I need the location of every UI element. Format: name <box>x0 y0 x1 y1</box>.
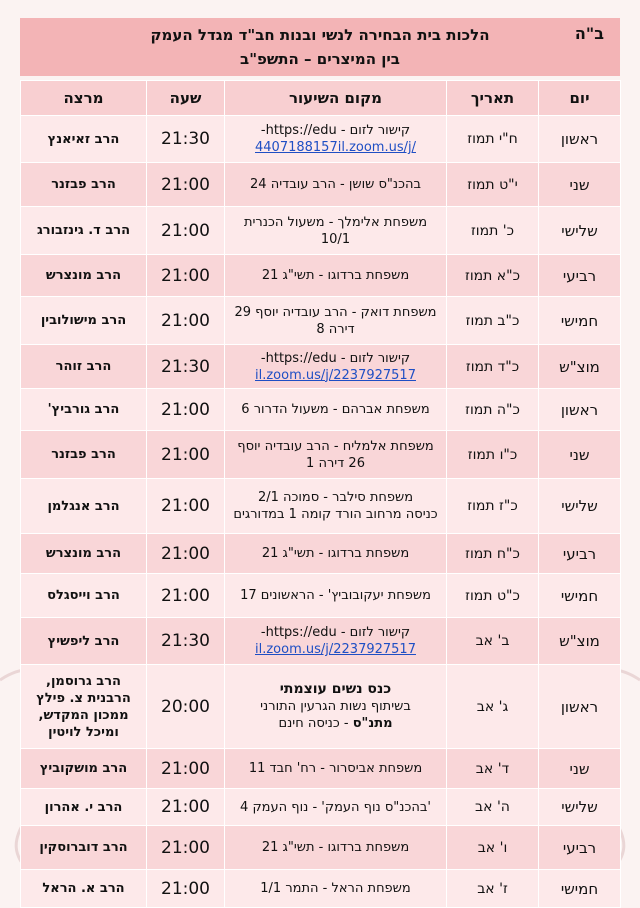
conference-subtitle: בשיתוף נשות הגרעין התורני <box>260 699 411 714</box>
table-row <box>21 534 621 574</box>
location-line-2: 10/1 <box>320 231 351 247</box>
row-time: 21:00 <box>147 789 225 826</box>
table-row <box>21 870 621 908</box>
row-lecturer: הרב וייסגלס <box>21 574 147 618</box>
row-date: כ"ה תמוז <box>447 389 539 431</box>
row-lecturer: הרב י. אהרון <box>21 789 147 826</box>
row-day: חמישי <box>539 574 621 618</box>
zoom-link[interactable]: il.zoom.us/j/2237927517 <box>255 642 416 657</box>
row-lecturer: הרב זוהר <box>21 345 147 389</box>
row-location: 'בהכנ"ס נוף העמק' - נוף העמק 4 <box>225 789 447 826</box>
row-date: כ"א תמוז <box>447 255 539 297</box>
row-date: ד' אב <box>447 749 539 789</box>
row-date: ז' אב <box>447 870 539 908</box>
row-date: כ"ח תמוז <box>447 534 539 574</box>
row-date: ה' אב <box>447 789 539 826</box>
row-lecturer: הרב גורביץ' <box>21 389 147 431</box>
row-time: 21:00 <box>147 163 225 207</box>
row-lecturer: הרב זאיאנץ <box>21 116 147 163</box>
table-row <box>21 574 621 618</box>
row-date: ב' אב <box>447 618 539 665</box>
row-day: מוצ"ש <box>539 618 621 665</box>
row-time: 21:30 <box>147 116 225 163</box>
table-row <box>21 431 621 479</box>
row-location <box>225 116 447 163</box>
entry-note: - כניסה חינם <box>278 716 353 731</box>
table-row <box>21 389 621 431</box>
location-line-2: כניסה מרחוב הורד קומה 1 במדורגים <box>233 507 438 522</box>
column-header-date: תאריך <box>447 81 539 116</box>
table-row <box>21 116 621 163</box>
table-row <box>21 665 621 749</box>
venue-name: מתנ"ס <box>352 716 393 731</box>
row-location: משפחת ברדוגו - תשי"ג 21 <box>225 534 447 574</box>
zoom-label: קישור לזום - https://edu- <box>260 350 411 366</box>
row-location: משפחת אברהם - משעול הדרור 6 <box>225 389 447 431</box>
row-day: ראשון <box>539 665 621 749</box>
row-location <box>225 345 447 389</box>
row-time: 21:00 <box>147 207 225 255</box>
row-lecturer: הרב מונצרש <box>21 534 147 574</box>
bh-mark: ב"ה <box>574 24 604 43</box>
row-time: 21:00 <box>147 297 225 345</box>
row-lecturer: הרב מושקוביץ <box>21 749 147 789</box>
conference-lecturers <box>21 665 147 749</box>
table-row <box>21 789 621 826</box>
row-date: ג' אב <box>447 665 539 749</box>
table-row <box>21 297 621 345</box>
row-day: שלישי <box>539 207 621 255</box>
row-day: שלישי <box>539 479 621 534</box>
table-row <box>21 163 621 207</box>
page-title: הלכות בית הבחירה לנשי ובנות חב"ד מגדל העמק <box>150 26 490 44</box>
row-day: שני <box>539 749 621 789</box>
header-banner <box>20 18 620 76</box>
row-day: רביעי <box>539 534 621 574</box>
row-lecturer: הרב פבזנר <box>21 431 147 479</box>
lecturer-line-1: הרב גרוסמן, <box>46 673 121 689</box>
row-date: כ"ז תמוז <box>447 479 539 534</box>
row-location <box>225 479 447 534</box>
row-date: כ"ד תמוז <box>447 345 539 389</box>
row-lecturer: הרב דוברוסקין <box>21 826 147 870</box>
table-row <box>21 207 621 255</box>
row-day: שלישי <box>539 789 621 826</box>
row-time: 21:30 <box>147 618 225 665</box>
row-lecturer: הרב מישולובין <box>21 297 147 345</box>
location-line-1: משפחת אלמליח - הרב עובדיה יוסף <box>237 438 434 454</box>
location-line-1: משפחת סילבר - סמוכה 2/1 <box>257 490 414 505</box>
row-day: רביעי <box>539 255 621 297</box>
row-time: 21:30 <box>147 345 225 389</box>
conference-venue <box>278 716 392 731</box>
row-lecturer: הרב ד. גינזבורג <box>21 207 147 255</box>
row-location: משפחת ברדוגו - תשי"ג 21 <box>225 826 447 870</box>
column-header-day: יום <box>539 81 621 116</box>
row-location: משפחת הראל - התמר 1/1 <box>225 870 447 908</box>
zoom-label: קישור לזום - https://edu- <box>260 123 411 138</box>
row-day: ראשון <box>539 116 621 163</box>
lecturer-line-4: ומיכל לויטין <box>48 724 119 740</box>
row-lecturer: הרב פבזנר <box>21 163 147 207</box>
row-date: ו' אב <box>447 826 539 870</box>
row-location: משפחת יעקובוביץ' - הראשונים 17 <box>225 574 447 618</box>
row-day: רביעי <box>539 826 621 870</box>
column-header-time: שעה <box>147 81 225 116</box>
table-row <box>21 345 621 389</box>
row-time: 21:00 <box>147 389 225 431</box>
row-time: 21:00 <box>147 574 225 618</box>
row-date: כ"ט תמוז <box>447 574 539 618</box>
row-time: 21:00 <box>147 534 225 574</box>
row-lecturer: הרב א. הראל <box>21 870 147 908</box>
row-location: משפחת ברדוגו - תשי"ג 21 <box>225 255 447 297</box>
row-lecturer: הרב אנגלמן <box>21 479 147 534</box>
row-time: 21:00 <box>147 479 225 534</box>
table-row <box>21 749 621 789</box>
row-time: 20:00 <box>147 665 225 749</box>
zoom-label: קישור לזום - https://edu- <box>260 625 411 640</box>
row-time: 21:00 <box>147 431 225 479</box>
page-subtitle: בין המיצרים – התשפ"ב <box>240 50 400 68</box>
zoom-link[interactable]: il.zoom.us/j/2237927517 <box>255 367 416 383</box>
row-location <box>225 618 447 665</box>
zoom-link[interactable]: 4407188157il.zoom.us/j/ <box>255 140 416 155</box>
row-location <box>225 297 447 345</box>
lecturer-line-2: הרבנית צ. פילץ <box>36 690 131 706</box>
row-time: 21:00 <box>147 826 225 870</box>
table-row <box>21 479 621 534</box>
row-day: חמישי <box>539 870 621 908</box>
row-date: י"ט תמוז <box>447 163 539 207</box>
column-header-location: מקום השיעור <box>225 81 447 116</box>
row-location <box>225 207 447 255</box>
row-time: 21:00 <box>147 870 225 908</box>
lecturer-line-3: ממכון המקדש, <box>38 707 129 723</box>
conference-title: כנס נשים עוצמתי <box>279 681 392 697</box>
row-day: ראשון <box>539 389 621 431</box>
row-time: 21:00 <box>147 749 225 789</box>
column-header-lecturer: מרצה <box>21 81 147 116</box>
row-day: שני <box>539 431 621 479</box>
row-day: מוצ"ש <box>539 345 621 389</box>
table-row <box>21 255 621 297</box>
row-location: משפחת אביסרור - רח' חבד 11 <box>225 749 447 789</box>
table-row <box>21 826 621 870</box>
row-day: שני <box>539 163 621 207</box>
location-line-2: 26 דירה 1 <box>306 455 365 471</box>
table-row <box>21 618 621 665</box>
row-time: 21:00 <box>147 255 225 297</box>
row-day: חמישי <box>539 297 621 345</box>
location-line-1: משפחת אלימלך - משעול הכנרית <box>243 214 428 230</box>
row-date: כ"ו תמוז <box>447 431 539 479</box>
schedule-table <box>20 80 621 908</box>
location-line-2: דירה 8 <box>316 321 355 337</box>
row-lecturer: הרב מונצרש <box>21 255 147 297</box>
table-header-row <box>21 81 621 116</box>
row-date: כ"ב תמוז <box>447 297 539 345</box>
conference-location <box>225 665 447 749</box>
row-date: ח"י תמוז <box>447 116 539 163</box>
location-line-1: משפחת דואק - הרב עובדיה יוסף 29 <box>234 304 437 320</box>
row-lecturer: הרב ליפשיץ <box>21 618 147 665</box>
row-date: כ' תמוז <box>447 207 539 255</box>
row-location: בהכנ"ס שושן - הרב עובדיה 24 <box>225 163 447 207</box>
row-location <box>225 431 447 479</box>
